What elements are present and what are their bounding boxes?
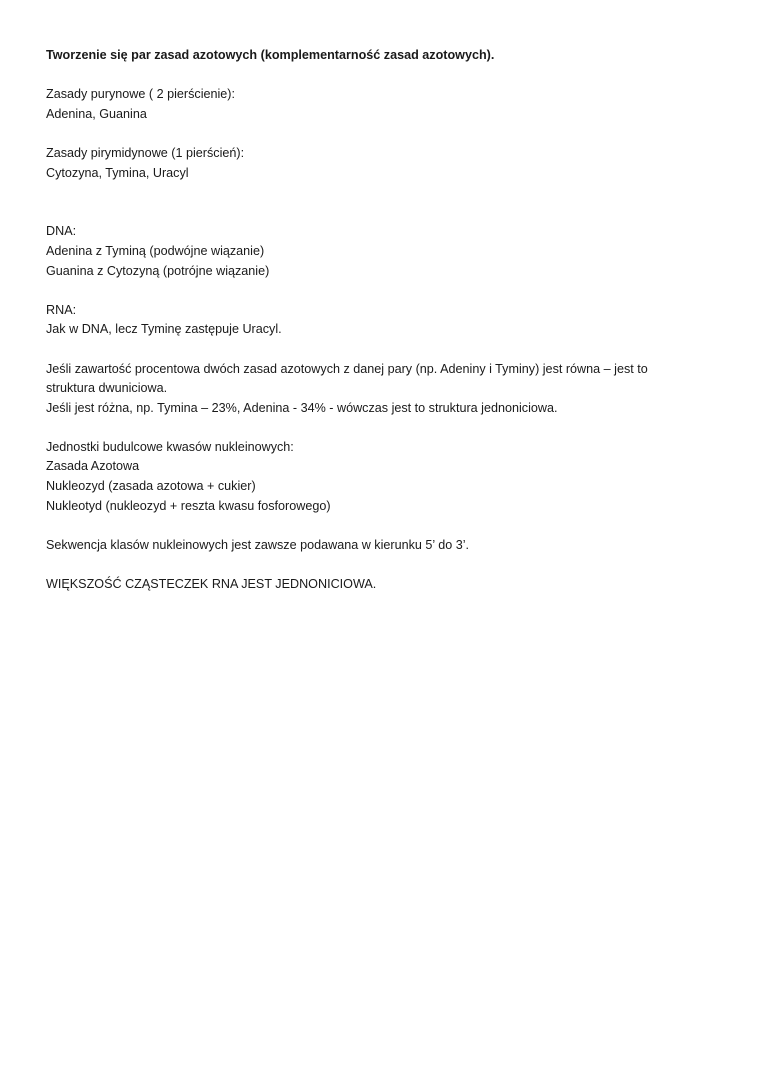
purines-list: Adenina, Guanina (46, 106, 147, 121)
rna-section (46, 301, 716, 340)
percentages-section (46, 360, 716, 419)
sequence-text: Sekwencja klasów nukleinowych jest zawsze podawana w kierunku 5’ do 3’. (46, 537, 470, 552)
purines-heading: Zasady purynowe ( 2 pierścienie): (46, 87, 235, 102)
document-title: Tworzenie się par zasad azotowych (komplementarność zasad azotowych). (46, 48, 495, 62)
units-item-nucleoside: Nukleozyd (zasada azotowa + cukier) (46, 479, 256, 494)
dna-heading: DNA: (46, 224, 77, 239)
pyrimidines-section (46, 144, 716, 183)
rna-note-text: WIĘKSZOŚĆ CZĄSTECZEK RNA JEST JEDNONICIOWA. (46, 577, 377, 592)
units-section (46, 438, 716, 516)
units-item-nucleotide: Nukleotyd (nukleozyd + reszta kwasu fosforowego) (46, 498, 331, 513)
purines-section (46, 85, 716, 124)
document-body (46, 46, 716, 614)
rna-note-section (46, 575, 716, 595)
percentages-line-2: struktura dwuniciowa. (46, 381, 168, 396)
percentages-line-3: Jeśli jest różna, np. Tymina – 23%, Adenina - 34% - wówczas jest to struktura jednoniciowa. (46, 400, 558, 415)
rna-heading: RNA: (46, 302, 77, 317)
units-heading: Jednostki budulcowe kwasów nukleinowych: (46, 439, 294, 454)
dna-section (46, 222, 716, 281)
pyrimidines-heading: Zasady pirymidynowe (1 pierścień): (46, 145, 245, 160)
dna-pair-gc: Guanina z Cytozyną (potrójne wiązanie) (46, 263, 270, 278)
dna-pair-at: Adenina z Tyminą (podwójne wiązanie) (46, 243, 265, 258)
sequence-section (46, 536, 716, 556)
rna-text: Jak w DNA, lecz Tyminę zastępuje Uracyl. (46, 322, 282, 337)
pyrimidines-list: Cytozyna, Tymina, Uracyl (46, 165, 189, 180)
percentages-line-1: Jeśli zawartość procentowa dwóch zasad azotowych z danej pary (np. Adeniny i Tyminy) jest równa – jest to (46, 361, 648, 376)
units-item-base: Zasada Azotowa (46, 459, 140, 474)
